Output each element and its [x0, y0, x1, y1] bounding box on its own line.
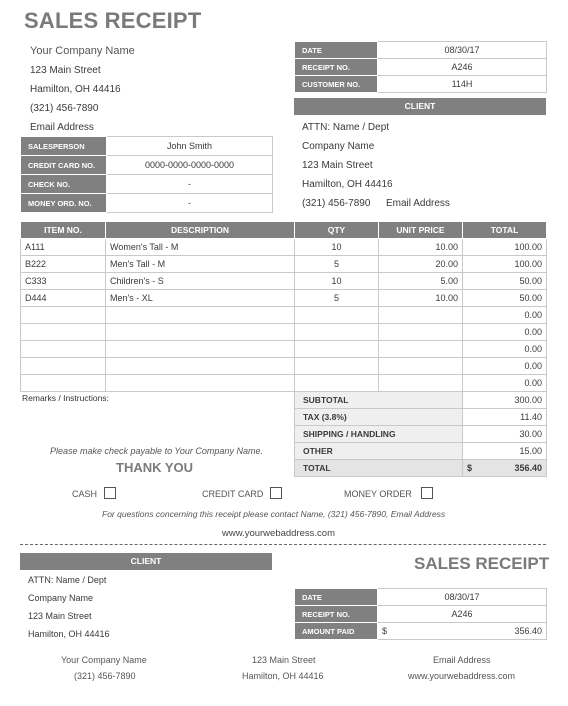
date-label: DATE	[295, 42, 378, 59]
total-row	[295, 460, 547, 477]
credit-card-checkbox[interactable]	[270, 487, 282, 499]
table-row	[21, 239, 547, 256]
table-row	[21, 256, 547, 273]
qty-cell: 5	[295, 290, 379, 307]
money-order-value: -	[107, 194, 273, 213]
qty-cell	[295, 358, 379, 375]
receipt-no-value: A246	[378, 59, 547, 76]
shipping-label: SHIPPING / HANDLING	[295, 426, 463, 443]
description-cell	[106, 324, 295, 341]
unit-price-cell	[379, 341, 463, 358]
unit-price-cell: 10.00	[379, 290, 463, 307]
receipt-info-table	[294, 41, 547, 93]
stub-receipt-label: RECEIPT NO.	[295, 606, 378, 623]
tax-row	[295, 409, 547, 426]
card-value: 0000-0000-0000-0000	[107, 156, 273, 175]
payment-info-table	[20, 136, 273, 213]
description-cell: Women's Tall - M	[106, 239, 295, 256]
total-cell: 100.00	[463, 239, 547, 256]
check-value: -	[107, 175, 273, 194]
footer-city: Hamilton, OH 44416	[242, 671, 324, 681]
salesperson-row	[21, 137, 273, 156]
customer-no-value: 114H	[378, 76, 547, 93]
stub-date-row	[295, 589, 547, 606]
company-phone: (321) 456-7890	[30, 103, 99, 114]
money-order-checkbox[interactable]	[421, 487, 433, 499]
money-order-row	[21, 194, 273, 213]
unit-price-cell: 20.00	[379, 256, 463, 273]
total-cell: 0.00	[463, 341, 547, 358]
stub-paid-currency: $	[382, 626, 388, 636]
money-order-label-text: MONEY ORDER	[344, 489, 412, 499]
items-header-row	[21, 222, 547, 239]
salesperson-value: John Smith	[107, 137, 273, 156]
qty-cell: 10	[295, 239, 379, 256]
contact-note: For questions concerning this receipt please contact Name, (321) 456-7890, Email Address	[102, 509, 446, 519]
shipping-value: 30.00	[463, 426, 547, 443]
client-attn: ATTN: Name / Dept	[302, 122, 390, 133]
description-cell: Men's - XL	[106, 290, 295, 307]
card-label: CREDIT CARD NO.	[21, 156, 107, 175]
client-phone: (321) 456-7890	[302, 198, 371, 209]
stub-paid-row	[295, 623, 547, 640]
qty-cell	[295, 341, 379, 358]
stub-paid-label: AMOUNT PAID	[295, 623, 378, 640]
item-no-cell: C333	[21, 273, 106, 290]
stub-attn: ATTN: Name / Dept	[28, 575, 107, 585]
subtotal-label: SUBTOTAL	[295, 392, 463, 409]
unit-price-cell	[379, 358, 463, 375]
total-cell: 0.00	[463, 324, 547, 341]
client-street: 123 Main Street	[302, 160, 373, 171]
description-cell: Children's - S	[106, 273, 295, 290]
item-no-cell: B222	[21, 256, 106, 273]
total-value: 356.40	[514, 463, 542, 473]
footer-phone: (321) 456-7890	[74, 671, 136, 681]
receipt-no-label: RECEIPT NO.	[295, 59, 378, 76]
cash-checkbox[interactable]	[104, 487, 116, 499]
total-label: TOTAL	[295, 460, 463, 477]
description-cell	[106, 307, 295, 324]
tax-label: TAX (3.8%)	[295, 409, 463, 426]
check-row	[21, 175, 273, 194]
unit-price-cell	[379, 307, 463, 324]
item-no-cell: A111	[21, 239, 106, 256]
salesperson-label: SALESPERSON	[21, 137, 107, 156]
item-no-cell	[21, 358, 106, 375]
item-no-cell	[21, 341, 106, 358]
summary-table	[294, 391, 547, 477]
subtotal-row	[295, 392, 547, 409]
unit-price-cell	[379, 375, 463, 392]
qty-cell: 5	[295, 256, 379, 273]
table-row	[21, 290, 547, 307]
table-row	[21, 375, 547, 392]
credit-card-label: CREDIT CARD	[202, 489, 264, 499]
shipping-row	[295, 426, 547, 443]
footer-company: Your Company Name	[61, 655, 147, 665]
total-cell: 0.00	[463, 307, 547, 324]
stub-city: Hamilton, OH 44416	[28, 629, 110, 639]
table-row	[21, 341, 547, 358]
cut-line	[20, 544, 546, 545]
unit-price-cell: 10.00	[379, 239, 463, 256]
total-cell: 0.00	[463, 375, 547, 392]
customer-no-row	[295, 76, 547, 93]
total-cell: 0.00	[463, 358, 547, 375]
table-row	[21, 307, 547, 324]
stub-date-label: DATE	[295, 589, 378, 606]
customer-no-label: CUSTOMER NO.	[295, 76, 378, 93]
total-cell	[463, 460, 547, 477]
tax-value: 11.40	[463, 409, 547, 426]
check-payable-note: Please make check payable to Your Company Name.	[50, 446, 263, 456]
check-label: CHECK NO.	[21, 175, 107, 194]
footer-street: 123 Main Street	[252, 655, 316, 665]
header-total: TOTAL	[463, 222, 547, 239]
other-value: 15.00	[463, 443, 547, 460]
qty-cell: 10	[295, 273, 379, 290]
stub-title: SALES RECEIPT	[414, 554, 550, 573]
receipt-no-row	[295, 59, 547, 76]
table-row	[21, 273, 547, 290]
stub-paid-value: 356.40	[514, 626, 542, 636]
stub-street: 123 Main Street	[28, 611, 92, 621]
table-row	[21, 358, 547, 375]
table-row	[21, 324, 547, 341]
card-row	[21, 156, 273, 175]
remarks-label: Remarks / Instructions:	[22, 393, 109, 403]
other-label: OTHER	[295, 443, 463, 460]
header-unit-price: UNIT PRICE	[379, 222, 463, 239]
footer-website: www.yourwebaddress.com	[408, 671, 516, 681]
page-title: SALES RECEIPT	[24, 8, 202, 33]
cash-label: CASH	[72, 489, 98, 499]
website: www.yourwebaddress.com	[222, 528, 335, 539]
qty-cell	[295, 324, 379, 341]
qty-cell	[295, 375, 379, 392]
client-city: Hamilton, OH 44416	[302, 179, 393, 190]
total-currency: $	[467, 463, 473, 473]
money-order-label: MONEY ORD. NO.	[21, 194, 107, 213]
company-city: Hamilton, OH 44416	[30, 84, 121, 95]
company-name: Your Company Name	[30, 45, 135, 57]
qty-cell	[295, 307, 379, 324]
item-no-cell	[21, 324, 106, 341]
item-no-cell: D444	[21, 290, 106, 307]
company-street: 123 Main Street	[30, 65, 101, 76]
company-email: Email Address	[30, 122, 94, 133]
stub-paid-cell	[378, 623, 547, 640]
description-cell	[106, 375, 295, 392]
other-row	[295, 443, 547, 460]
description-cell: Men's Tall - M	[106, 256, 295, 273]
date-value: 08/30/17	[378, 42, 547, 59]
stub-date-value: 08/30/17	[378, 589, 547, 606]
client-header: CLIENT	[294, 98, 546, 115]
total-cell: 50.00	[463, 273, 547, 290]
subtotal-value: 300.00	[463, 392, 547, 409]
total-cell: 100.00	[463, 256, 547, 273]
item-no-cell	[21, 307, 106, 324]
header-item-no: ITEM NO.	[21, 222, 106, 239]
item-no-cell	[21, 375, 106, 392]
description-cell	[106, 358, 295, 375]
total-cell: 50.00	[463, 290, 547, 307]
stub-receipt-row	[295, 606, 547, 623]
stub-company: Company Name	[28, 593, 94, 603]
footer-email: Email Address	[433, 655, 491, 665]
items-table	[20, 221, 547, 392]
stub-client-header: CLIENT	[20, 553, 272, 570]
date-row	[295, 42, 547, 59]
client-company: Company Name	[302, 141, 375, 152]
unit-price-cell: 5.00	[379, 273, 463, 290]
description-cell	[106, 341, 295, 358]
stub-table	[294, 588, 547, 640]
header-qty: QTY	[295, 222, 379, 239]
header-description: DESCRIPTION	[106, 222, 295, 239]
stub-receipt-value: A246	[378, 606, 547, 623]
unit-price-cell	[379, 324, 463, 341]
thank-you: THANK YOU	[116, 460, 194, 475]
client-email: Email Address	[386, 198, 450, 209]
